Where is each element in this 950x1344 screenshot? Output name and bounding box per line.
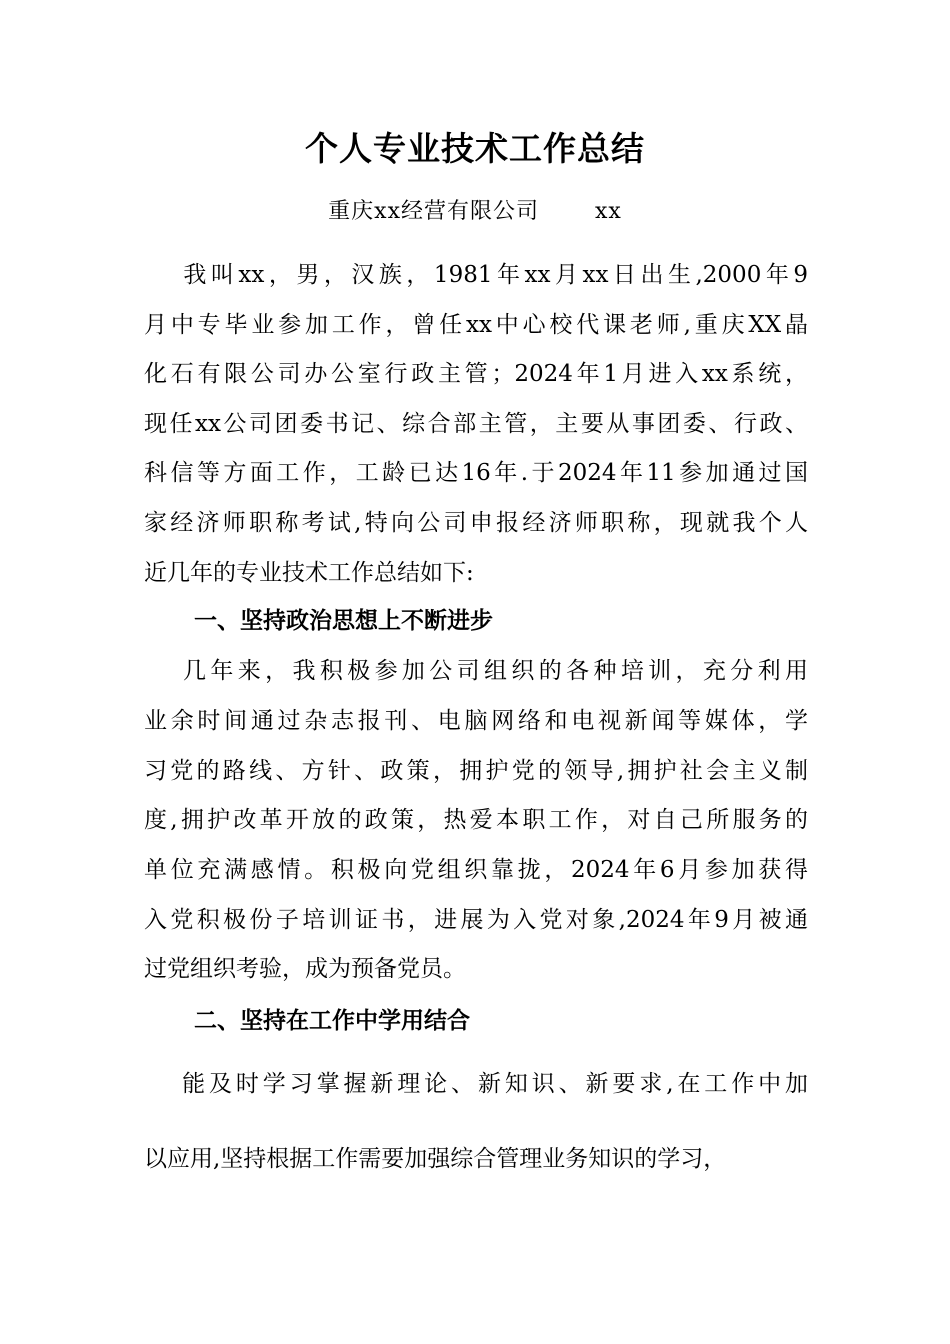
intro-line: 我叫xx，男，汉族，1981年xx月xx日出生,2000年9 xyxy=(144,262,808,288)
section-heading: 二、坚持在工作中学用结合 xyxy=(194,1008,470,1034)
byline xyxy=(0,196,950,228)
intro-line: 化石有限公司办公室行政主管；2024年1月进入xx系统， xyxy=(144,361,808,387)
section-line: 能及时学习掌握新理论、新知识、新要求,在工作中加 xyxy=(144,1071,808,1097)
byline-author: xx xyxy=(595,199,622,224)
document-title: 个人专业技术工作总结 xyxy=(305,129,645,168)
intro-line: 月中专毕业参加工作，曾任xx中心校代课老师,重庆XX晶 xyxy=(144,312,808,338)
section-line: 几年来，我积极参加公司组织的各种培训，充分利用 xyxy=(144,658,808,684)
section-line: 业余时间通过杂志报刊、电脑网络和电视新闻等媒体，学 xyxy=(144,708,808,734)
section-line: 过党组织考验，成为预备党员。 xyxy=(144,956,466,982)
section-line: 入党积极份子培训证书，进展为入党对象,2024年9月被通 xyxy=(144,907,808,933)
section-line: 习党的路线、方针、政策，拥护党的领导,拥护社会主义制 xyxy=(144,758,808,784)
section-line: 以应用,坚持根据工作需要加强综合管理业务知识的学习， xyxy=(144,1146,727,1172)
intro-line: 近几年的专业技术工作总结如下: xyxy=(144,560,474,586)
section-heading: 一、坚持政治思想上不断进步 xyxy=(194,608,493,634)
byline-company: 重庆xx经营有限公司 xyxy=(328,199,539,224)
intro-line: 现任xx公司团委书记、综合部主管，主要从事团委、行政、 xyxy=(144,411,808,437)
section-line: 度,拥护改革开放的政策，热爱本职工作，对自己所服务的 xyxy=(144,807,808,833)
section-line: 单位充满感情。积极向党组织靠拢，2024年6月参加获得 xyxy=(144,857,808,883)
intro-line: 家经济师职称考试,特向公司申报经济师职称，现就我个人 xyxy=(144,510,808,536)
intro-line: 科信等方面工作，工龄已达16年.于2024年11参加通过国 xyxy=(144,460,808,486)
